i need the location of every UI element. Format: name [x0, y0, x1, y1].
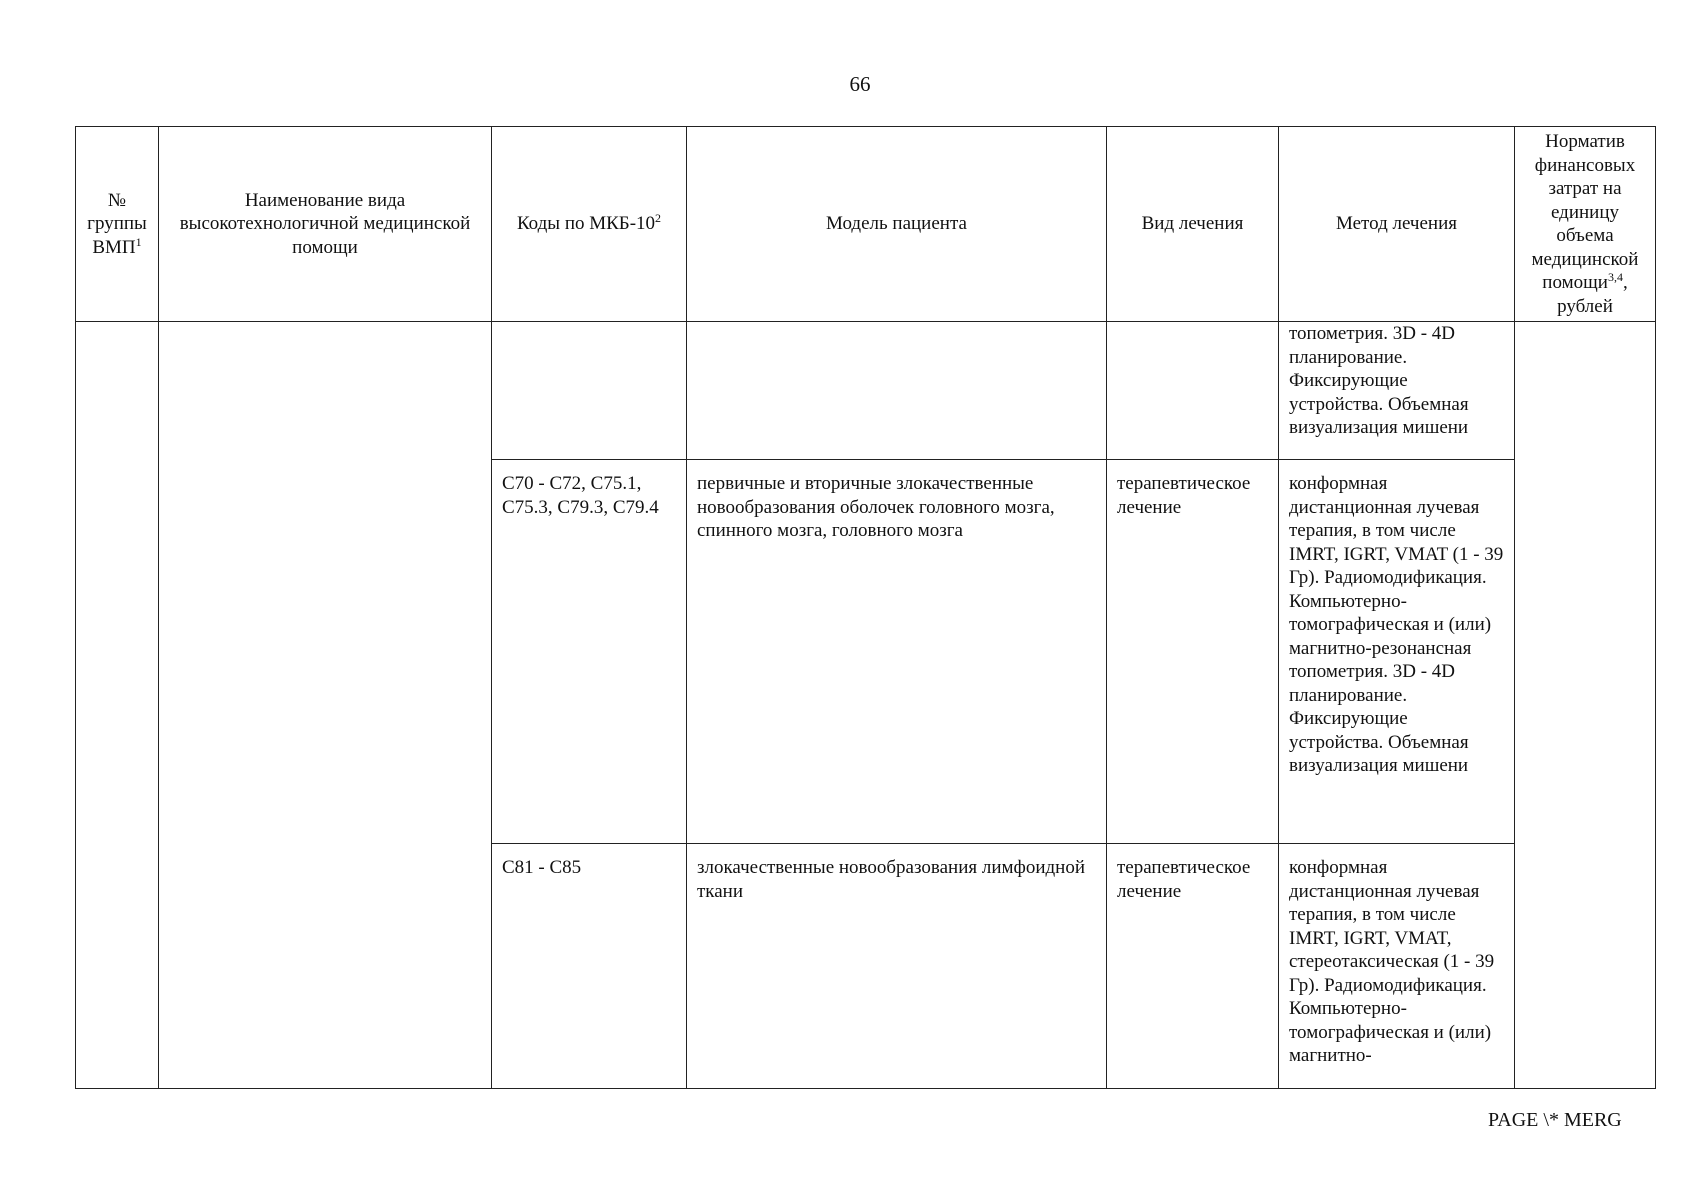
codes-cell	[492, 322, 687, 460]
header-method: Метод лечения	[1279, 127, 1515, 322]
header-model: Модель пациента	[687, 127, 1107, 322]
method-cell: топометрия. 3D - 4D планирование. Фиксирующие устройства. Объемная визуализация мишени	[1279, 322, 1515, 460]
header-codes-text: Коды по МКБ-10	[516, 213, 656, 235]
model-cell	[687, 322, 1107, 460]
header-group-no-text: № группы ВМП	[87, 189, 147, 258]
codes-cell: C70 - C72, C75.1, C75.3, C79.3, C79.4	[492, 460, 687, 844]
table-header-row	[76, 127, 1656, 322]
header-group-no	[76, 127, 159, 322]
treatment-type-cell: терапевтическое лечение	[1107, 460, 1279, 844]
model-cell: злокачественные новообразования лимфоидной ткани	[687, 844, 1107, 1089]
header-group-no-footnote: 1	[135, 234, 142, 249]
header-norm-footnote: 3,4	[1607, 270, 1623, 284]
group-no-cell	[76, 322, 159, 1089]
header-codes-footnote: 2	[655, 211, 662, 226]
norm-cell	[1515, 322, 1656, 1089]
vmp-table	[75, 126, 1656, 1089]
model-cell: первичные и вторичные злокачественные новообразования оболочек головного мозга, спинного мозга, головного мозга	[687, 460, 1107, 844]
codes-cell: C81 - C85	[492, 844, 687, 1089]
method-cell: конформная дистанционная лучевая терапия, в том числе IMRT, IGRT, VMAT (1 - 39 Гр). Радиомодификация. Компьютерно-томографическая и (или) магнитно-резонансная топометрия. 3D - 4D планирование. Фиксирующие устройства. Объемная визуализация мишени	[1279, 460, 1515, 844]
header-norm-text: Норматив финансовых затрат на единицу объема медицинской помощи	[1531, 131, 1639, 293]
name-cell	[159, 322, 492, 1089]
table-row	[76, 322, 1656, 460]
treatment-type-cell: терапевтическое лечение	[1107, 844, 1279, 1089]
footer-field-code: PAGE \* MERG	[1488, 1109, 1622, 1131]
treatment-type-cell	[1107, 322, 1279, 460]
method-cell: конформная дистанционная лучевая терапия, в том числе IMRT, IGRT, VMAT, стереотаксическая (1 - 39 Гр). Радиомодификация. Компьютерно-томографическая и (или) магнитно-	[1279, 844, 1515, 1089]
header-treatment-type: Вид лечения	[1107, 127, 1279, 322]
header-name: Наименование вида высокотехнологичной медицинской помощи	[159, 127, 492, 322]
header-norm-tail: , рублей	[1557, 272, 1628, 317]
page-number: 66	[849, 72, 871, 96]
header-codes	[492, 127, 687, 322]
header-norm	[1515, 127, 1656, 322]
